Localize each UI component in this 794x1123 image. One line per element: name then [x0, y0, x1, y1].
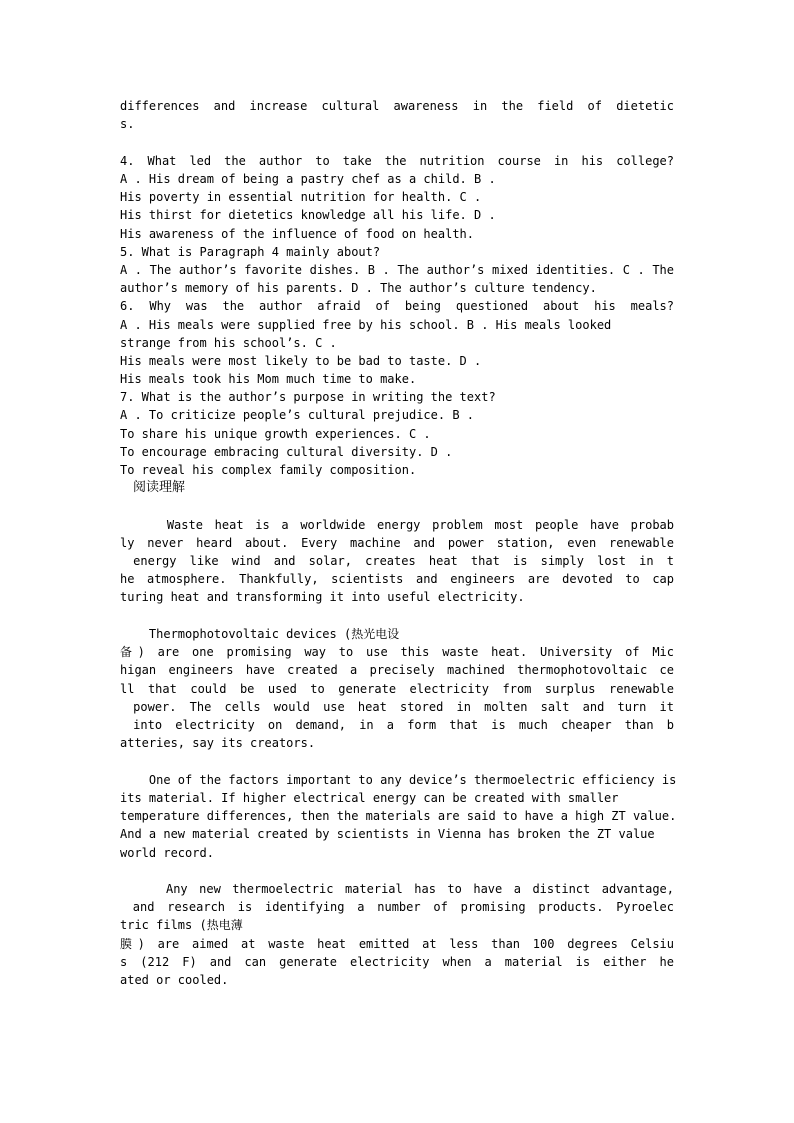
q4-question: 4. What led the author to take the nutrition course in his college?	[120, 154, 674, 168]
passage-paragraph-line: tric films (热电薄	[120, 918, 243, 932]
q4-options-line: His poverty in essential nutrition for health. C .	[120, 190, 482, 204]
q6-options-line: strange from his school’s. C .	[120, 336, 337, 350]
q6-options-line: His meals took his Mom much time to make.	[120, 372, 417, 386]
passage-paragraph-line: power. The cells would use heat stored in molten salt and turn it	[120, 700, 674, 714]
q7-options-line: To reveal his complex family composition.	[120, 463, 417, 477]
q3-option-tail-line: differences and increase cultural awareness in the field of dietetic	[120, 99, 674, 113]
passage-paragraph-line: s (212 F) and can generate electricity when a material is either he	[120, 955, 674, 969]
passage-paragraph-line: Any new thermoelectric material has to have a distinct advantage,	[120, 882, 674, 896]
q4-options-line: A . His dream of being a pastry chef as a child. B .	[120, 172, 496, 186]
q7-question: 7. What is the author’s purpose in writing the text?	[120, 390, 496, 404]
q6-options-line: A . His meals were supplied free by his school. B . His meals looked	[120, 318, 612, 332]
passage-paragraph-line: 备) are one promising way to use this waste heat. University of Mic	[120, 645, 674, 659]
q7-options-line: To encourage embracing cultural diversity. D .	[120, 445, 453, 459]
passage-paragraph-line: ll that could be used to generate electricity from surplus renewable	[120, 682, 674, 696]
passage-paragraph-line: ated or cooled.	[120, 973, 229, 987]
q7-options-line: To share his unique growth experiences. C .	[120, 427, 431, 441]
passage-paragraph-line: and research is identifying a number of promising products. Pyroelec	[120, 900, 674, 914]
q5-question: 5. What is Paragraph 4 mainly about?	[120, 245, 381, 259]
section-heading: 阅读理解	[133, 480, 186, 495]
passage-paragraph-line: higan engineers have created a precisely machined thermophotovoltaic ce	[120, 663, 674, 677]
passage-paragraph-line: energy like wind and solar, creates heat that is simply lost in t	[120, 554, 674, 568]
passage-paragraph-line: temperature differences, then the materials are said to have a high ZT value.	[120, 809, 677, 823]
q5-options-line: A . The author’s favorite dishes. B . The author’s mixed identities. C . The	[120, 263, 674, 277]
q7-options-line: A . To criticize people’s cultural prejudice. B .	[120, 408, 475, 422]
q4-options-line: His thirst for dietetics knowledge all his life. D .	[120, 208, 496, 222]
passage-paragraph-line: ly never heard about. Every machine and power station, even renewable	[120, 536, 674, 550]
passage-paragraph-line: And a new material created by scientists in Vienna has broken the ZT value	[120, 827, 655, 841]
passage-paragraph-line: he atmosphere. Thankfully, scientists and engineers are devoted to cap	[120, 572, 674, 586]
passage-paragraph-line: its material. If higher electrical energy can be created with smaller	[120, 791, 619, 805]
passage-paragraph-line: 膜) are aimed at waste heat emitted at less than 100 degrees Celsiu	[120, 937, 674, 951]
passage-paragraph-line: into electricity on demand, in a form that is much cheaper than b	[120, 718, 674, 732]
passage-paragraph-line: One of the factors important to any device’s thermoelectric efficiency is	[120, 773, 677, 787]
q3-option-tail-line: s.	[120, 117, 135, 131]
passage-paragraph-line: Waste heat is a worldwide energy problem most people have probab	[120, 518, 674, 532]
passage-paragraph-line: world record.	[120, 846, 214, 860]
passage-paragraph-line: atteries, say its creators.	[120, 736, 316, 750]
q5-options-line: author’s memory of his parents. D . The author’s culture tendency.	[120, 281, 597, 295]
q6-question: 6. Why was the author afraid of being questioned about his meals?	[120, 299, 674, 313]
q4-options-line: His awareness of the influence of food on health.	[120, 227, 475, 241]
q6-options-line: His meals were most likely to be bad to taste. D .	[120, 354, 482, 368]
passage-paragraph-line: Thermophotovoltaic devices (热光电设	[120, 627, 400, 641]
passage-paragraph-line: turing heat and transforming it into useful electricity.	[120, 590, 525, 604]
